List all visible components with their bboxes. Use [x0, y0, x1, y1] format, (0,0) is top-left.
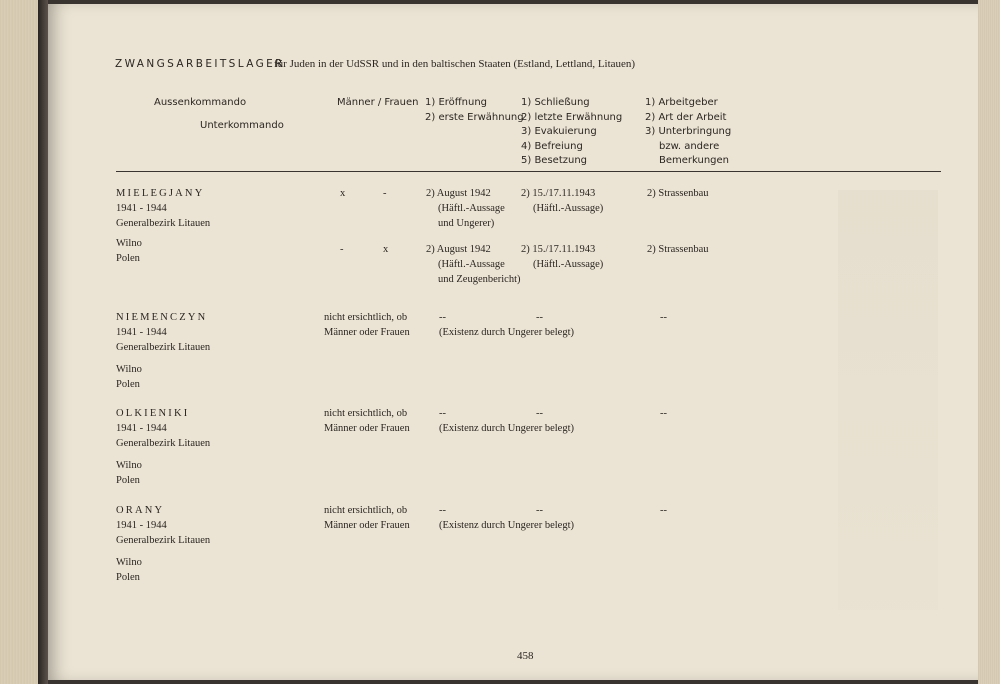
- gender-note: nicht ersichtlich, ob: [324, 312, 408, 323]
- opening-date: 2) August 1942: [426, 244, 491, 255]
- book-spine: [38, 0, 48, 684]
- header-unterbringung: 3) Unterbringung: [645, 126, 732, 137]
- closing-date: 2) 15./17.11.1943: [521, 244, 596, 255]
- existence-note: (Existenz durch Ungerer belegt): [439, 520, 574, 531]
- closing-date: --: [536, 505, 543, 516]
- opening-source-cont: und Zeugenbericht): [438, 274, 521, 285]
- header-col4: [521, 96, 622, 169]
- work-type: 2) Strassenbau: [647, 244, 709, 255]
- closing-source: (Häftl.-Aussage): [533, 203, 604, 214]
- gender-unknown: [324, 503, 410, 533]
- opening-source-cont: und Ungerer): [438, 218, 495, 229]
- book-page-stack-right: [978, 0, 1000, 684]
- gender-note-cont: Männer oder Frauen: [324, 520, 410, 531]
- camp-region: Generalbezirk Litauen: [116, 342, 211, 353]
- header-col5: [645, 96, 731, 169]
- camp-period: 1941 - 1944: [116, 520, 167, 531]
- camp-country: Polen: [116, 572, 140, 583]
- closing-date: --: [536, 408, 543, 419]
- camp-period: 1941 - 1944: [116, 327, 167, 338]
- opening-info: [426, 242, 521, 287]
- header-art-der-arbeit: 2) Art der Arbeit: [645, 111, 727, 123]
- camp-period: 1941 - 1944: [116, 423, 167, 434]
- men-mark: x: [340, 188, 346, 199]
- gender-note: nicht ersichtlich, ob: [324, 408, 408, 419]
- women-mark: x: [383, 244, 389, 255]
- camp-period: 1941 - 1944: [116, 203, 167, 214]
- camp-region: Generalbezirk Litauen: [116, 218, 211, 229]
- header-col3: [425, 96, 524, 125]
- closing-source: (Häftl.-Aussage): [533, 259, 604, 270]
- camp-name: MIELEGJANY: [116, 188, 205, 199]
- header-schliessung: 1) Schließung: [521, 97, 590, 108]
- table-row: [116, 503, 210, 585]
- men-mark: -: [340, 244, 344, 255]
- existence-note: (Existenz durch Ungerer belegt): [439, 423, 574, 434]
- page-subtitle: für Juden in der UdSSR und in den baltischen Staaten (Estland, Lettland, Litauen): [274, 58, 636, 70]
- work-type: 2) Strassenbau: [647, 188, 709, 199]
- table-row: [116, 236, 142, 266]
- table-row: [116, 186, 210, 231]
- gender-unknown: [324, 406, 410, 436]
- table-row: [116, 310, 210, 392]
- header-erste-erwaehnung: 2) erste Erwähnung: [425, 111, 524, 123]
- header-befreiung: 4) Befreiung: [521, 140, 583, 152]
- opening-date: --: [439, 505, 446, 516]
- header-rule: [116, 171, 941, 172]
- camp-region: Generalbezirk Litauen: [116, 438, 211, 449]
- closing-date: --: [536, 312, 543, 323]
- opening-date: --: [439, 312, 446, 323]
- header-unterkommando: Unterkommando: [200, 120, 284, 131]
- work-type: --: [660, 505, 667, 516]
- page-title: ZWANGSARBEITSLAGER: [115, 58, 285, 70]
- existence-note: (Existenz durch Ungerer belegt): [439, 327, 574, 338]
- camp-name: ORANY: [116, 505, 165, 516]
- header-bzw-andere: bzw. andere: [659, 140, 720, 152]
- header-eroeffnung: 1) Eröffnung: [425, 97, 488, 108]
- opening-info: [426, 186, 505, 231]
- table-row: [116, 406, 210, 488]
- bleed-through: [838, 190, 938, 610]
- header-maenner-frauen: Männer / Frauen: [337, 97, 419, 108]
- opening-source: (Häftl.-Aussage: [438, 203, 505, 214]
- book-page: [48, 4, 978, 680]
- gender-unknown: [324, 310, 410, 340]
- closing-info: [521, 242, 603, 272]
- camp-country: Polen: [116, 379, 140, 390]
- camp-city: Wilno: [116, 557, 142, 568]
- women-mark: -: [383, 188, 387, 199]
- header-aussenkommando: Aussenkommando: [154, 97, 247, 108]
- work-type: --: [660, 312, 667, 323]
- header-letzte-erwaehnung: 2) letzte Erwähnung: [521, 111, 623, 123]
- opening-source: (Häftl.-Aussage: [438, 259, 505, 270]
- opening-date: --: [439, 408, 446, 419]
- camp-name: OLKIENIKI: [116, 408, 190, 419]
- opening-date: 2) August 1942: [426, 188, 491, 199]
- camp-name: NIEMENCZYN: [116, 312, 208, 323]
- page-number: 458: [517, 650, 534, 662]
- camp-region: Generalbezirk Litauen: [116, 535, 211, 546]
- closing-date: 2) 15./17.11.1943: [521, 188, 596, 199]
- camp-city: Wilno: [116, 238, 142, 249]
- gender-note: nicht ersichtlich, ob: [324, 505, 408, 516]
- header-evakuierung: 3) Evakuierung: [521, 126, 597, 137]
- gender-note-cont: Männer oder Frauen: [324, 423, 410, 434]
- camp-country: Polen: [116, 475, 140, 486]
- camp-city: Wilno: [116, 364, 142, 375]
- header-arbeitgeber: 1) Arbeitgeber: [645, 97, 718, 108]
- header-bemerkungen: Bemerkungen: [659, 155, 730, 166]
- camp-country: Polen: [116, 253, 140, 264]
- gender-note-cont: Männer oder Frauen: [324, 327, 410, 338]
- header-besetzung: 5) Besetzung: [521, 155, 588, 166]
- closing-info: [521, 186, 603, 216]
- work-type: --: [660, 408, 667, 419]
- camp-city: Wilno: [116, 460, 142, 471]
